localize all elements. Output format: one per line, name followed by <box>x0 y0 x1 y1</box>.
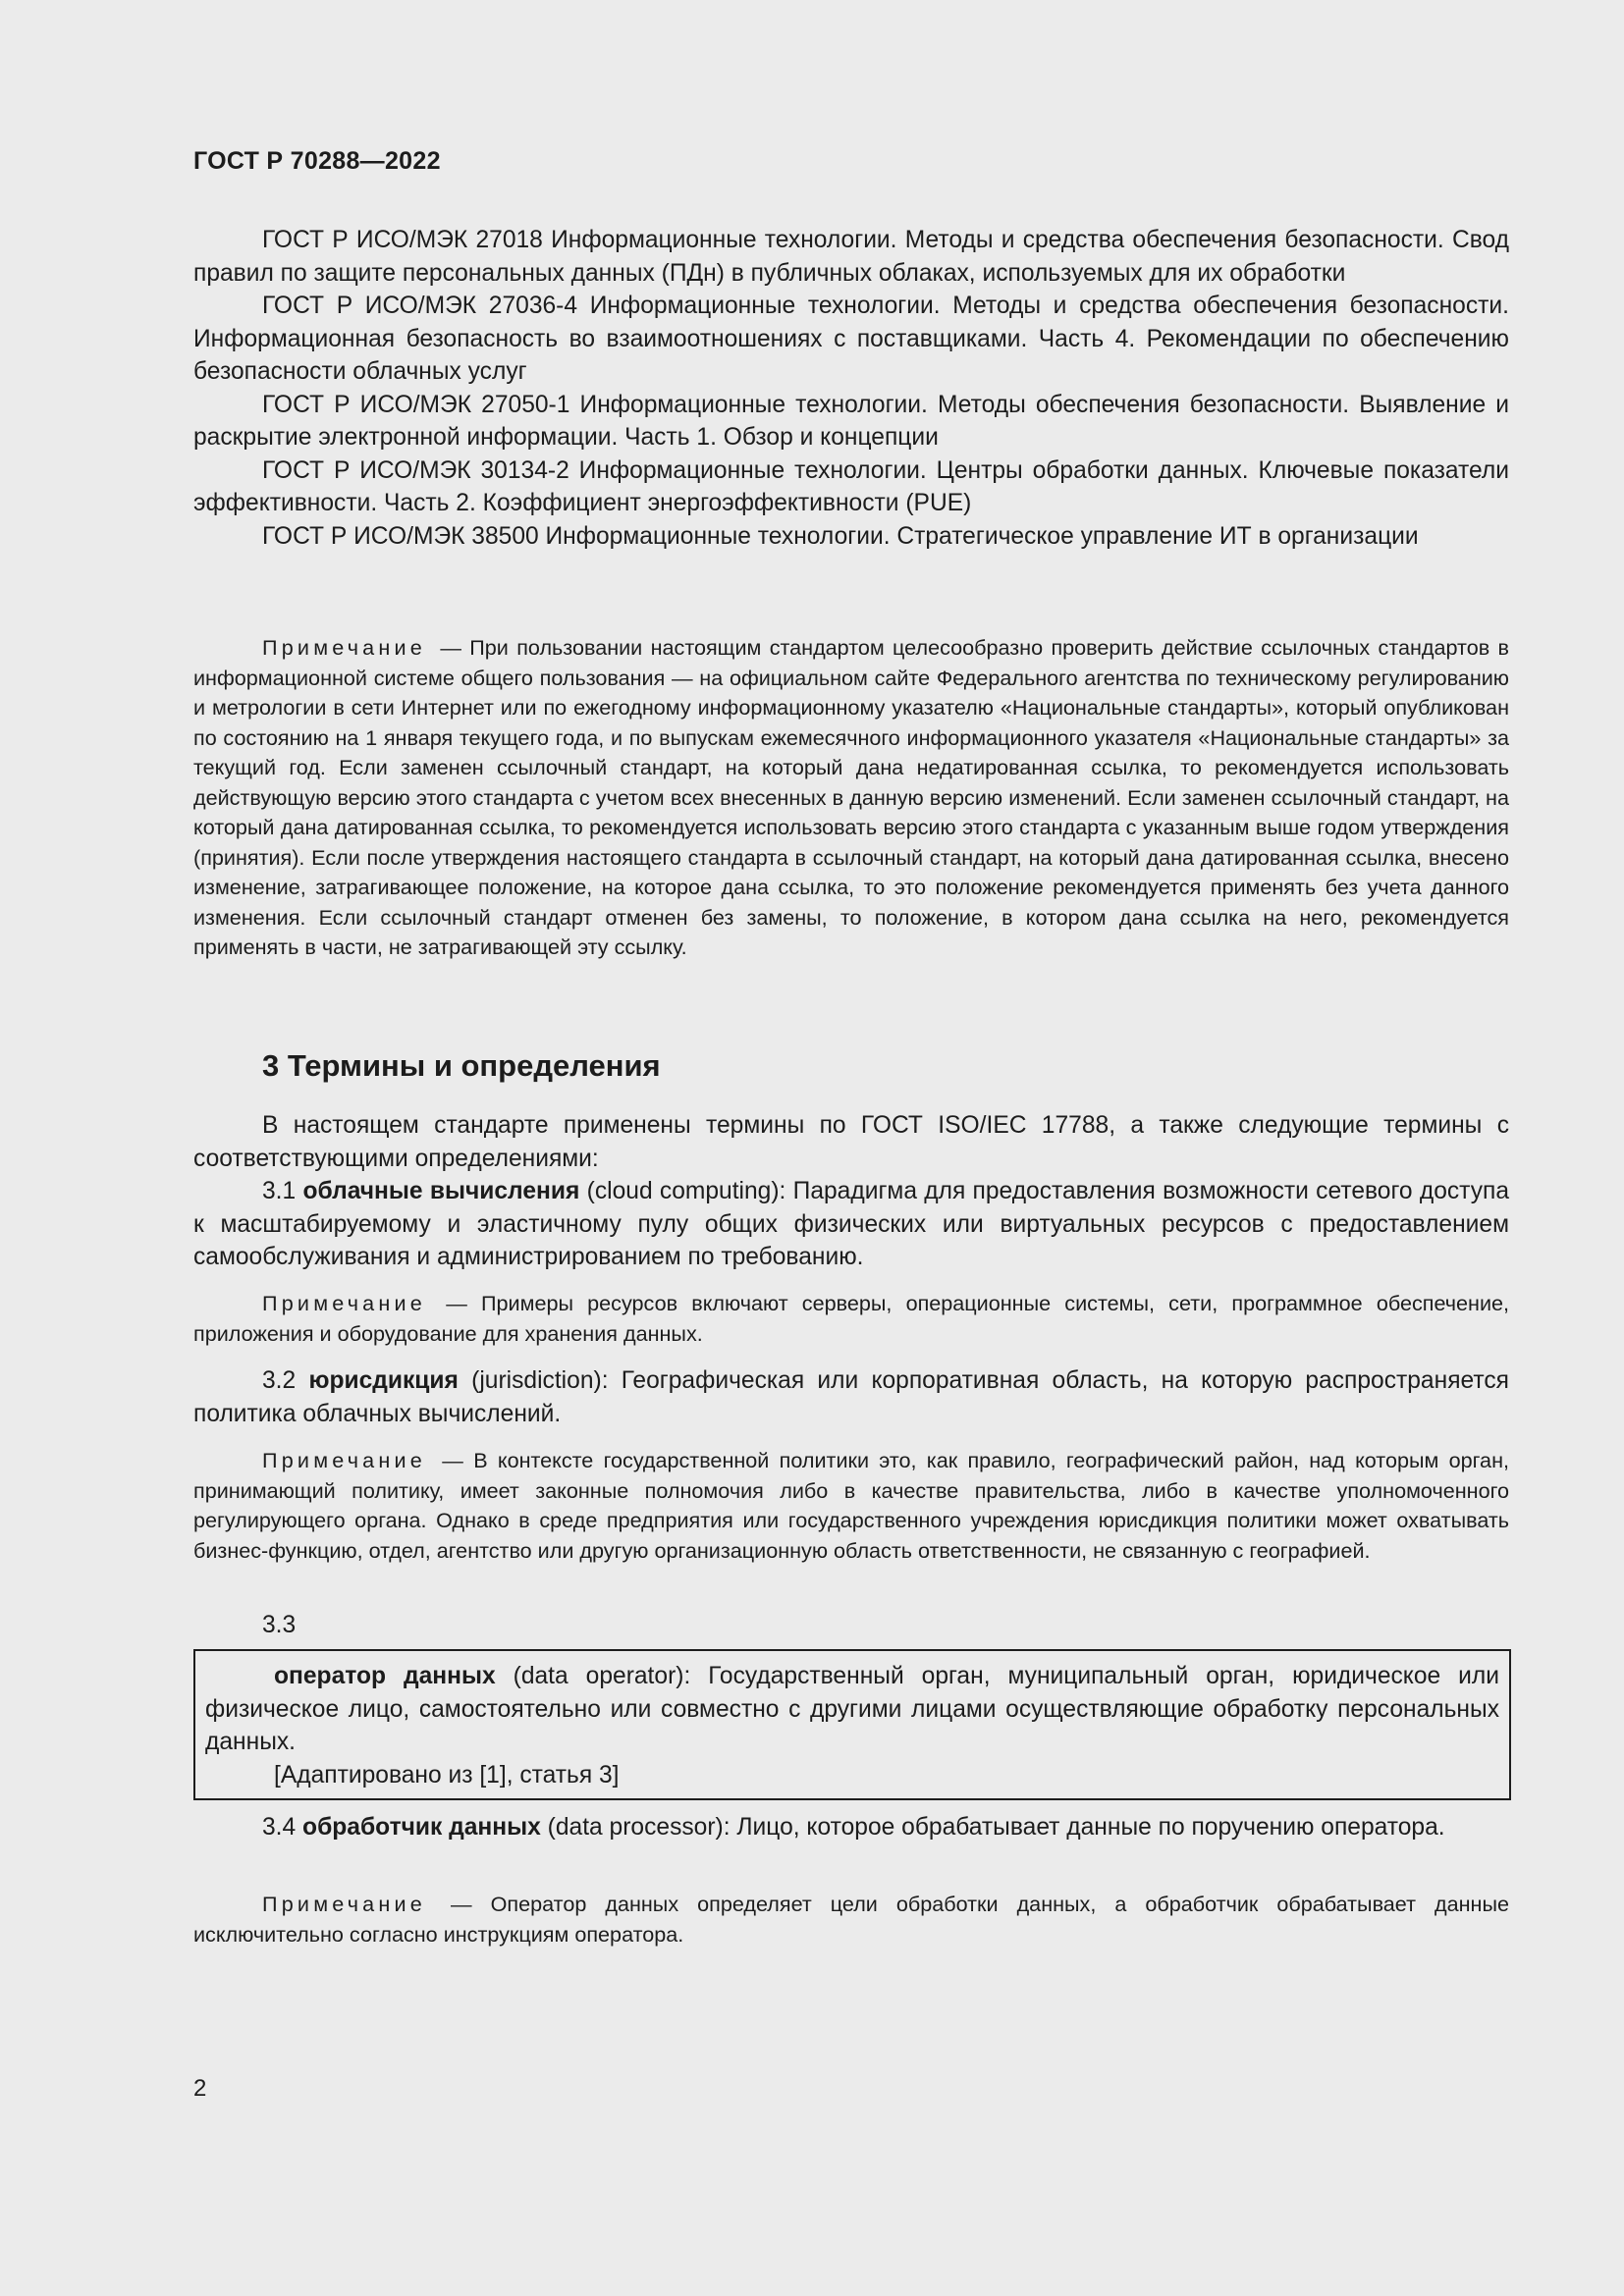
section-title: 3 Термины и определения <box>262 1048 661 1083</box>
term-number-3-3: 3.3 <box>262 1612 297 1638</box>
term-name: юрисдикция <box>308 1367 459 1394</box>
normative-references-list <box>193 224 1509 553</box>
note-dash: — <box>442 1448 463 1472</box>
term-definition: (data processor): Лицо, которое обрабатывает данные по поручению оператора. <box>547 1814 1445 1841</box>
term-definition: (data operator): Государственный орган, муниципальный орган, юридическое или физическое лицо, самостоятельно или совместно с другими лицами осуществляющие обработку персональных данных. <box>205 1663 1499 1755</box>
note-text: В контексте государственной политики это, как правило, географический район, над которым орган, принимающий политику, имеет законные полномочия либо в качестве правительства, либо в качестве уполномоченного регулирующего органа. Однако в среде предприятия или государственного учреждения юрисдикция политики может охватывать бизнес-функцию, отдел, агентство или другую организационную область ответственности, не связанную с географией. <box>193 1448 1509 1563</box>
term-name: оператор данных <box>274 1663 496 1689</box>
note-references <box>193 633 1509 963</box>
term-entry-3-4 <box>193 1811 1509 1844</box>
note-term-3-2 <box>193 1446 1509 1566</box>
term-definition: (jurisdiction): Географическая или корпоративная область, на которую распространяется политика облачных вычислений. <box>193 1367 1509 1427</box>
term-number: 3.4 <box>262 1814 297 1841</box>
term-source: [Адаптировано из [1], статья 3] <box>274 1761 620 1789</box>
reference-item: ГОСТ Р ИСО/МЭК 27036-4 Информационные технологии. Методы и средства обеспечения безопасности. Информационная безопасность во взаимоотношениях с поставщиками. Часть 4. Рекомендации по обеспечению безопасности облачных услуг <box>193 293 1509 385</box>
term-entry-3-2 <box>193 1364 1509 1430</box>
note-dash: — <box>446 1291 467 1315</box>
term-number: 3.2 <box>262 1367 297 1394</box>
note-label: Примечание <box>262 635 426 660</box>
term-entry-3-1 <box>193 1175 1509 1274</box>
note-label: Примечание <box>262 1892 426 1916</box>
reference-item: ГОСТ Р ИСО/МЭК 38500 Информационные технологии. Стратегическое управление ИТ в организации <box>262 522 1419 550</box>
term-entry-3-3 <box>205 1660 1499 1759</box>
note-text: Примеры ресурсов включают серверы, операционные системы, сети, программное обеспечение, приложения и оборудование для хранения данных. <box>193 1291 1510 1346</box>
reference-item: ГОСТ Р ИСО/МЭК 27050-1 Информационные технологии. Методы обеспечения безопасности. Выявление и раскрытие электронной информации. Часть 1. Обзор и концепции <box>193 391 1509 451</box>
note-dash: — <box>440 635 461 660</box>
note-dash: — <box>451 1892 472 1916</box>
term-box-3-3 <box>193 1649 1511 1800</box>
note-term-3-1 <box>193 1289 1509 1349</box>
reference-item: ГОСТ Р ИСО/МЭК 30134-2 Информационные технологии. Центры обработки данных. Ключевые показатели эффективности. Часть 2. Коэффициент энергоэффективности (PUE) <box>193 456 1509 516</box>
section-intro: В настоящем стандарте применены термины по ГОСТ ISO/IEC 17788, а также следующие термины с соответствующими определениями: <box>193 1112 1509 1172</box>
term-definition: (cloud computing): Парадигма для предоставления возможности сетевого доступа к масштабируемому и эластичному пулу общих физических или виртуальных ресурсов с предоставлением самообслуживания и администрированием по требованию. <box>193 1178 1509 1270</box>
term-name: обработчик данных <box>302 1814 541 1841</box>
term-number: 3.1 <box>262 1178 297 1204</box>
note-text: Оператор данных определяет цели обработки данных, а обработчик обрабатывает данные исключительно согласно инструкциям оператора. <box>193 1892 1509 1947</box>
note-label: Примечание <box>262 1291 426 1315</box>
section-intro-block <box>193 1109 1509 1274</box>
note-label: Примечание <box>262 1448 426 1472</box>
page-number: 2 <box>193 2075 207 2102</box>
document-header: ГОСТ Р 70288—2022 <box>193 147 441 175</box>
note-term-3-4 <box>193 1890 1509 1949</box>
reference-item: ГОСТ Р ИСО/МЭК 27018 Информационные технологии. Методы и средства обеспечения безопасности. Свод правил по защите персональных данных (ПДн) в публичных облаках, используемых для их обработки <box>193 227 1509 287</box>
term-name: облачные вычисления <box>302 1178 580 1204</box>
note-text: При пользовании настоящим стандартом целесообразно проверить действие ссылочных стандартов в информационной системе общего пользования — на официальном сайте Федерального агентства по техническому регулированию и метрологии в сети Интернет или по ежегодному информационному указателю «Национальные стандарты», который опубликован по состоянию на 1 января текущего года, и по выпускам ежемесячного информационного указателя «Национальные стандарты» за текущий год. Если заменен ссылочный стандарт, на который дана недатированная ссылка, то рекомендуется использовать действующую версию этого стандарта с учетом всех внесенных в данную версию изменений. Если заменен ссылочный стандарт, на который дана датированная ссылка, то рекомендуется использовать версию этого стандарта с указанным выше годом утверждения (принятия). Если после утверждения настоящего стандарта в ссылочный стандарт, на который дана датированная ссылка, внесено изменение, затрагивающее положение, на которое дана ссылка, то это положение рекомендуется применять без учета данного изменения. Если ссылочный стандарт отменен без замены, то положение, в котором дана ссылка на него, рекомендуется применять в части, не затрагивающей эту ссылку. <box>193 635 1509 959</box>
